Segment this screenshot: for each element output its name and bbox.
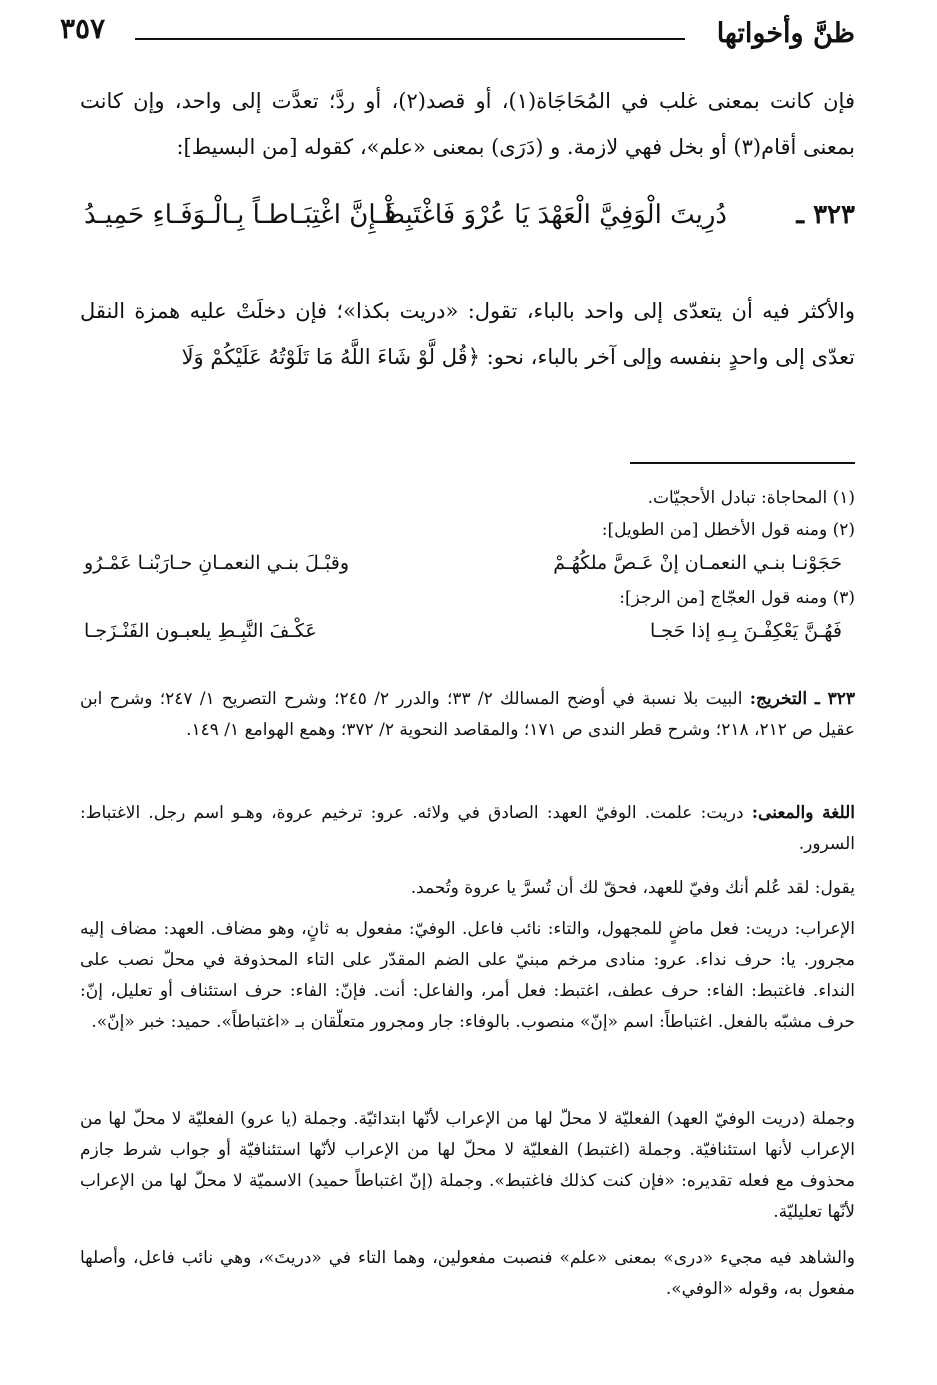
footnote-3-verse-first: فَهُـنَّ يَعْكِفْـنَ بِـهِ إذا حَجـا <box>649 620 842 642</box>
lugha-note <box>80 798 855 860</box>
page-number: ٣٥٧ <box>60 12 106 45</box>
footnote-2: (٢) ومنه قول الأخطل [من الطويل]: <box>601 520 855 540</box>
footnote-2-verse-first: حَجَوْنـا بنـي النعمـان إنْ عَـصَّ ملكُهُـمْ <box>553 552 842 574</box>
lugha-text: دريت: علمت. الوفيّ العهد: الصادق في ولائه. عرو: ترخيم عروة، وهـو اسم رجل. الاغتباط: السرور. <box>80 803 855 854</box>
lugha-label: اللغة والمعنى: <box>751 803 856 823</box>
takhrij-text: البيت بلا نسبة في أوضح المسالك ٢/ ٣٣؛ والدرر ٢/ ٢٤٥؛ وشرح التصريح ١/ ٢٤٧؛ وشرح ابن عقيل ص ٢١٢، ٢١٨؛ وشرح قطر الندى ص ١٧١؛ والمقاصد النحوية ٢/ ٣٧٢؛ وهمع الهوامع ١/ ١٤٩. <box>80 689 855 740</box>
running-header-title: ظنَّ وأخواتها <box>716 18 855 49</box>
body-paragraph-2: والأكثر فيه أن يتعدّى إلى واحد بالباء، تقول: «دريت بكذا»؛ فإن دخلَتْ عليه همزة النقل تعدّى إلى واحدٍ بنفسه وإلى آخر بالباء، نحو: ﴿قُل لَّوْ شَاءَ اللَّهُ مَا تَلَوْتُهُ عَلَيْكُمْ وَلَا <box>80 299 855 369</box>
footnote-separator <box>630 462 855 464</box>
footnote-2-verse-second: وقبْـلَ بنـي النعمـانِ حـارَبْنـا عَمْـرُو <box>84 552 349 574</box>
header-rule <box>135 38 685 40</box>
verse-first-hemistich: دُرِيتَ الْوَفِيَّ الْعَهْدَ يَا عُرْوَ فَاغْتَبِطْ <box>380 200 727 230</box>
body-paragraph-1: فإن كانت بمعنى غلب في المُحَاجَاة(١)، أو قصد(٢)، أو ردَّ؛ تعدَّت إلى واحد، وإن كانت بمعنى أقام(٣) أو بخل فهي لازمة. و (دَرَى) بمعنى «علم»، كقوله [من البسيط]: <box>80 89 855 159</box>
takhrij-note <box>80 684 855 746</box>
meaning-note: يقول: لقد عُلم أنك وفيّ للعهد، فحقّ لك أن تُسرَّ يا عروة وتُحمد. <box>410 878 855 898</box>
verse-second-hemistich: فَـإِنَّ اغْتِبَـاطـاً بِـالْـوَفَـاءِ حَمِيـدُ <box>84 200 397 230</box>
sentences-note: وجملة (دريت الوفيّ العهد) الفعليّة لا محلّ لها من الإعراب لأنّها ابتدائيّة. وجملة (يا عرو) الفعليّة لا محلّ لها من الإعراب لأنها استئنافيّة. وجملة (اغتبط) الفعليّة لا محلّ لها من الإعراب لأنّها استئنافيّة أو جواب شرط جازم محذوف مع فعله تقديره: «فإن كنت كذلك فاغتبط». وجملة (إنّ اغتباطاً حميد) الاسميّة لا محلّ لها من الإعراب لأنّها تعليليّة. <box>80 1109 855 1222</box>
footnote-3-verse-second: عَكْـفَ النَّبِـطِ يلعبـون الفَنْـزَجـا <box>84 620 317 642</box>
shahid-note: والشاهد فيه مجيء «درى» بمعنى «علم» فنصبت مفعولين، وهما التاء في «دريتَ»، وهي نائب فاعل، وأصلها مفعول به، وقوله «الوفي». <box>80 1248 855 1299</box>
takhrij-label: ٣٢٣ ـ التخريج: <box>749 689 855 709</box>
footnote-3: (٣) ومنه قول العجّاج [من الرجز]: <box>619 588 855 608</box>
verse-number: ٣٢٣ ـ <box>796 200 855 230</box>
footnote-1: (١) المحاجاة: تبادل الأحجيّات. <box>647 488 855 508</box>
irab-note: الإعراب: دريت: فعل ماضٍ للمجهول، والتاء: نائب فاعل. الوفيّ: مفعول به ثانٍ، وهو مضاف. العهد: مضاف إليه مجرور. يا: حرف نداء. عرو: منادى مرخم مبنيّ على الضم المقدّر على التاء المحذوفة في محلّ نصب على النداء. فاغتبط: الفاء: حرف عطف، اغتبط: فعل أمر، والفاعل: أنت. فإنّ: الفاء: حرف استئناف أو تعليل، إنّ: حرف مشبّه بالفعل. اغتباطاً: اسم «إنّ» منصوب. بالوفاء: جار ومجرور متعلّقان بـ «اغتباطاً». حميد: خبر «إنّ». <box>80 919 855 1032</box>
